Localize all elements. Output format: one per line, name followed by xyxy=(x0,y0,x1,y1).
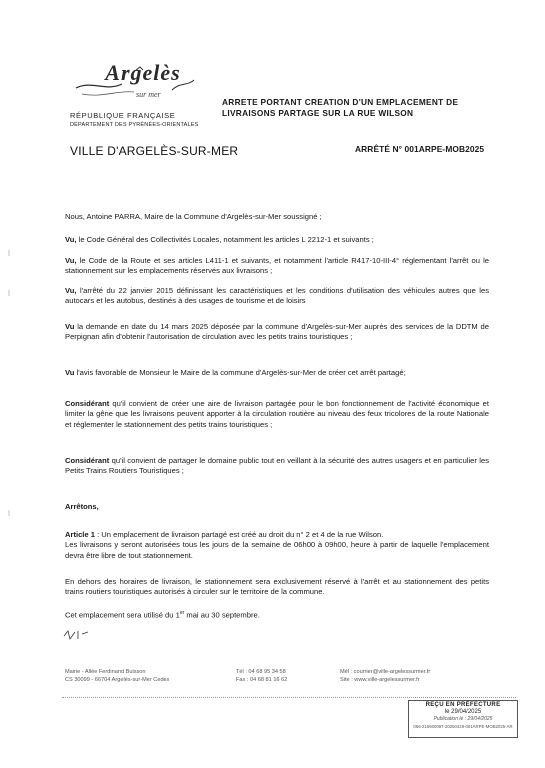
handwritten-mark xyxy=(62,628,92,642)
footer-phone xyxy=(236,668,287,684)
article-1 xyxy=(65,530,489,561)
stamp-publication: Publication le : 29/04/2025 xyxy=(433,716,493,722)
paragraph-vu-5: Vu l'avis favorable de Monsieur le Maire de la commune d'Argelès-sur-Mer de créer cet arrêt partagé; xyxy=(65,368,406,377)
margin-scan-marks xyxy=(6,250,16,550)
footer-mail: Mél : courrier@ville-argelessurmer.fr xyxy=(340,669,431,675)
paragraph-vu-2: Vu, le Code de la Route et ses articles L411-1 et suivants, et notamment l'article R417-10-III-4° réglementant l'arrêt ou le stationnement sur les emplacements réservés aux livraisons ; xyxy=(65,256,489,276)
paragraph-vu-1: Vu, le Code Général des Collectivités Locales, notamment les articles L 2212-1 et suivants ; xyxy=(65,235,374,244)
stamp-reference: 066-216600087-20250429-001ARPE-MOB2025-AR xyxy=(413,724,513,729)
paragraph-vu-3: Vu, l'arrêté du 22 janvier 2015 définissant les caractéristiques et les conditions d'utilisation des véhicules autres que les autocars et les autobus, destinés à des usages de tourisme et de loisirs xyxy=(65,286,489,306)
paragraph-vu-4: Vu la demande en date du 14 mars 2025 déposée par la commune d'Argelès-sur-Mer auprès des services de la DDTM de Perpignan afin d'obtenir l'autorisation de circulation avec les petits trains touristiques ; xyxy=(65,322,489,342)
title-line-2: LIVRAISONS PARTAGE SUR LA RUE WILSON xyxy=(222,108,414,118)
article-1-hours: Les livraisons y seront autorisées tous les jours de la semaine de 06h00 à 09h00, heure à partir de laquelle l'emplacement devra être libre de tout stationnement. xyxy=(65,540,489,560)
footer-address xyxy=(65,668,169,684)
paragraph-intro: Nous, Antoine PARRA, Maire de la Commune d'Argelès-sur-Mer soussigné ; xyxy=(65,212,322,221)
arretons-heading: Arrêtons, xyxy=(65,502,99,511)
footer-fax: Fax : 04 68 81 16 62 xyxy=(236,677,288,683)
footer-divider xyxy=(62,697,516,698)
logo-subtitle: sur mer xyxy=(136,90,161,99)
footer-address-line-1: Mairie - Allée Ferdinand Buisson xyxy=(65,669,146,675)
footer-contact xyxy=(340,668,430,684)
title-line-1: ARRETE PORTANT CREATION D'UN EMPLACEMENT DE xyxy=(222,97,459,107)
arrete-number: ARRÊTÉ N° 001ARPE-MOB2025 xyxy=(355,144,485,154)
paragraph-considerant-2: Considérant qu'il convient de partager le domaine public tout en veillant à la sécurité des autres usagers et en particulier les Petits Trains Routiers Touristiques ; xyxy=(65,456,489,476)
prefecture-stamp xyxy=(408,700,518,738)
article-1-line: Article 1 : Un emplacement de livraison partagé est créé au droit du n° 2 et 4 de la rue Wilson. xyxy=(65,530,384,539)
stamp-title: REÇU EN PRÉFECTURE xyxy=(425,702,501,708)
article-1-period: Cet emplacement sera utilisé du 1er mai au 30 septembre. xyxy=(65,610,260,620)
article-1-stationnement: En dehors des horaires de livraison, le stationnement sera exclusivement réservé à l'arrêt et au stationnement des petits trains routiers touristiques autorisés à circuler sur le territoire de la commune. xyxy=(65,577,489,597)
footer-tel: Tél : 04 68 95 34 58 xyxy=(236,669,286,675)
logo-wordmark: Argelès xyxy=(105,60,181,85)
paragraph-considerant-1: Considérant qu'il convient de créer une aire de livraison partagée pour le bon fonctionnement de l'activité économique et limiter la gêne que les livraisons peuvent apporter à la circulation routière au niveau des feux tricolores de la route Nationale et réglementer le stationnement des petits trains touristiques ; xyxy=(65,399,489,429)
footer-site: Site : www.ville-argelessurmer.fr xyxy=(340,677,420,683)
footer-address-line-2: CS 30099 - 66704 Argelès-sur-Mer Cedex xyxy=(65,677,170,683)
departement-label: DÉPARTEMENT DES PYRÉNÉES-ORIENTALES xyxy=(70,122,199,128)
ville-label: VILLE D'ARGELÈS-SUR-MER xyxy=(70,144,239,158)
republique-label: RÉPUBLIQUE FRANÇAISE xyxy=(70,111,176,120)
stamp-date: le 29/04/2025 xyxy=(444,709,482,715)
document-title xyxy=(222,97,502,119)
